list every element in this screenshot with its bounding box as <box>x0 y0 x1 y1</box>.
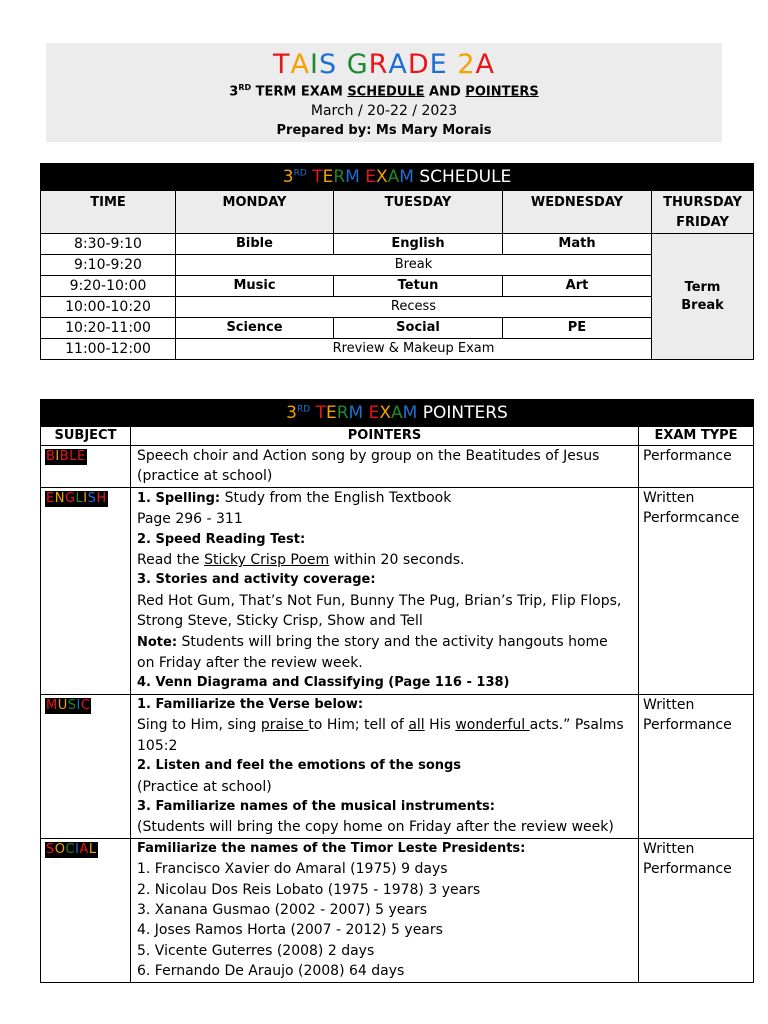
monday-cell: Science <box>176 318 334 339</box>
title-letter: A <box>290 49 310 80</box>
subject-letter: O <box>54 841 66 857</box>
pointer-line: Note: Students will bring the story and the activity hangouts home <box>137 633 608 650</box>
title-letter <box>448 49 458 80</box>
list-item: 3. Xanana Gusmao (2002 - 2007) 5 years <box>137 901 428 918</box>
subject-label-bible <box>45 449 87 465</box>
title-letter: A <box>388 49 408 80</box>
wednesday-cell: Art <box>503 276 652 297</box>
document-title <box>46 49 722 80</box>
term-break-cell: Term Break <box>652 234 754 360</box>
schedule-row <box>41 255 754 276</box>
title-letter: A <box>475 49 495 80</box>
title-letter: S <box>318 49 338 80</box>
time-cell: 11:00-12:00 <box>41 339 176 360</box>
wednesday-cell: Math <box>503 234 652 255</box>
title-letter: G <box>346 49 369 80</box>
schedule-row <box>41 234 754 255</box>
exam-type: Performance <box>643 448 732 464</box>
tuesday-cell: English <box>334 234 503 255</box>
subject-letter: N <box>54 490 65 506</box>
subject-letter: H <box>96 490 107 506</box>
pointer-heading: Familiarize the names of the Timor Leste Presidents: <box>137 840 526 856</box>
pointer-line: 1. Spelling: Study from the English Textbook <box>137 489 452 506</box>
bar-text: R <box>333 167 346 187</box>
pointer-line: Speech choir and Action song by group on the Beatitudes of Jesus <box>137 448 600 464</box>
subject-label-music <box>45 698 91 714</box>
pointer-line: (Practice at school) <box>137 778 272 795</box>
pointer-line: Red Hot Gum, That’s Not Fun, Bunny The Pug, Brian’s Trip, Flip Flops, <box>137 592 622 609</box>
col-thursday-friday: THURSDAY FRIDAY <box>652 191 754 234</box>
subject-letter: I <box>83 490 88 506</box>
bar-text: E <box>368 403 380 423</box>
schedule-row <box>41 276 754 297</box>
pointer-line: on Friday after the review week. <box>137 655 363 672</box>
list-item: 5. Vicente Guterres (2008) 2 days <box>137 942 375 959</box>
exam-pointers-table <box>40 399 754 983</box>
bar-text: RD <box>293 168 307 179</box>
bar-text: E <box>322 167 334 187</box>
exam-type: Performance <box>643 861 732 878</box>
subject-label-social <box>45 842 98 858</box>
time-cell: 10:20-11:00 <box>41 318 176 339</box>
pointer-heading: 3. Familiarize names of the musical instruments: <box>137 798 495 814</box>
bar-text: 3 <box>282 167 294 187</box>
subject-letter: B <box>46 449 56 464</box>
pointer-heading: 3. Stories and activity coverage: <box>137 572 376 588</box>
prepared-by: Prepared by: Ms Mary Morais <box>276 123 492 138</box>
bar-text: RD <box>297 404 311 415</box>
schedule-row <box>41 318 754 339</box>
bar-text: A <box>387 167 400 187</box>
subject-letter: M <box>46 697 58 713</box>
time-cell: 10:00-10:20 <box>41 297 176 318</box>
subject-letter: S <box>67 697 77 713</box>
time-cell: 9:10-9:20 <box>41 255 176 276</box>
break-cell: Break <box>176 255 652 276</box>
subject-letter: C <box>80 697 91 713</box>
subject-letter: G <box>64 490 76 506</box>
list-item: 6. Fernando De Araujo (2008) 64 days <box>137 963 405 980</box>
pointer-heading: 2. Listen and feel the emotions of the songs <box>137 758 462 774</box>
pointer-line: Sing to Him, sing praise to Him; tell of all His wonderful acts.” Psalms <box>137 717 624 734</box>
exam-schedule-table <box>40 163 754 360</box>
tuesday-cell: Social <box>334 318 503 339</box>
bar-text: E <box>365 167 376 187</box>
exam-type: Performcance <box>643 510 740 527</box>
title-letter: E <box>429 49 448 80</box>
bar-text: R <box>336 403 349 423</box>
pointer-line: Read the Sticky Crisp Poem within 20 seconds. <box>137 552 465 569</box>
col-time: TIME <box>41 191 176 234</box>
monday-cell: Music <box>176 276 334 297</box>
title-letter: I <box>309 49 319 80</box>
title-letter: R <box>368 49 389 80</box>
subject-letter: L <box>88 841 97 857</box>
col-exam-type: EXAM TYPE <box>639 427 754 446</box>
bar-text: M <box>402 403 418 423</box>
bar-text: E <box>325 403 337 423</box>
pointer-row-bible <box>41 446 754 488</box>
subject-letter: I <box>75 841 80 857</box>
subject-letter: L <box>69 449 77 464</box>
subject-letter: I <box>76 697 81 713</box>
list-item: 2. Nicolau Dos Reis Lobato (1975 - 1978) 3 years <box>137 881 481 898</box>
bar-text: M <box>399 167 414 187</box>
subject-letter: E <box>76 449 86 464</box>
exam-type: Written <box>643 840 695 857</box>
bar-text: M <box>348 403 364 423</box>
pointer-heading: 4. Venn Diagrama and Classifying (Page 116 - 138) <box>137 675 510 691</box>
schedule-title-bar <box>41 164 754 191</box>
bar-text: X <box>375 167 388 187</box>
bar-text: T <box>312 167 323 187</box>
bar-text: M <box>345 167 360 187</box>
col-pointers: POINTERS <box>131 427 639 446</box>
tuesday-cell: Tetun <box>334 276 503 297</box>
list-item: 1. Francisco Xavier do Amaral (1975) 9 days <box>137 861 448 878</box>
schedule-row <box>41 297 754 318</box>
time-cell: 9:20-10:00 <box>41 276 176 297</box>
title-letter: D <box>407 49 430 80</box>
pointer-line: Strong Steve, Sticky Crisp, Show and Tell <box>137 613 423 630</box>
exam-type: Performance <box>643 717 732 734</box>
monday-cell: Bible <box>176 234 334 255</box>
title-letter <box>337 49 347 80</box>
col-wednesday: WEDNESDAY <box>503 191 652 234</box>
subject-letter: C <box>65 841 76 857</box>
pointer-row-music <box>41 694 754 838</box>
exam-type: Written <box>643 696 695 713</box>
pointer-heading: 2. Speed Reading Test: <box>137 531 306 547</box>
col-monday: MONDAY <box>176 191 334 234</box>
bar-text: X <box>379 403 392 423</box>
bar-text: A <box>391 403 403 423</box>
title-letter: T <box>273 49 291 80</box>
subject-letter: E <box>46 490 55 506</box>
pointer-line: (Students will bring the copy home on Friday after the review week) <box>137 819 614 836</box>
subject-label-english <box>45 491 108 507</box>
col-subject: SUBJECT <box>41 427 131 446</box>
bar-text: 3 <box>286 403 297 423</box>
pointer-line: Page 296 - 311 <box>137 511 243 528</box>
pointer-line: (practice at school) <box>137 468 273 485</box>
col-tuesday: TUESDAY <box>334 191 503 234</box>
pointers-title-bar <box>41 400 754 427</box>
pointer-row-social <box>41 838 754 982</box>
list-item: 4. Joses Ramos Horta (2007 - 2012) 5 years <box>137 922 443 939</box>
subject-letter: S <box>87 490 97 506</box>
bar-text: T <box>315 403 326 423</box>
schedule-row <box>41 339 754 360</box>
subject-letter: B <box>59 449 70 464</box>
document-subtitle: 3RD TERM EXAM SCHEDULE AND POINTERS <box>229 83 539 100</box>
review-cell: Rreview & Makeup Exam <box>176 339 652 360</box>
subject-letter: U <box>57 697 68 713</box>
subject-letter: L <box>75 490 84 506</box>
pointer-line: 105:2 <box>137 737 178 754</box>
time-cell: 8:30-9:10 <box>41 234 176 255</box>
recess-cell: Recess <box>176 297 652 318</box>
pointer-row-english <box>41 487 754 694</box>
exam-type: Written <box>643 489 695 506</box>
bar-text: SCHEDULE <box>419 167 512 187</box>
exam-dates: March / 20-22 / 2023 <box>310 103 458 119</box>
subject-letter: S <box>46 841 55 857</box>
subject-letter: A <box>79 841 89 857</box>
wednesday-cell: PE <box>503 318 652 339</box>
title-letter: 2 <box>457 49 476 80</box>
bar-text: POINTERS <box>422 403 508 423</box>
document-header <box>46 43 722 142</box>
pointer-heading: 1. Familiarize the Verse below: <box>137 696 364 712</box>
subject-letter: I <box>55 449 60 464</box>
